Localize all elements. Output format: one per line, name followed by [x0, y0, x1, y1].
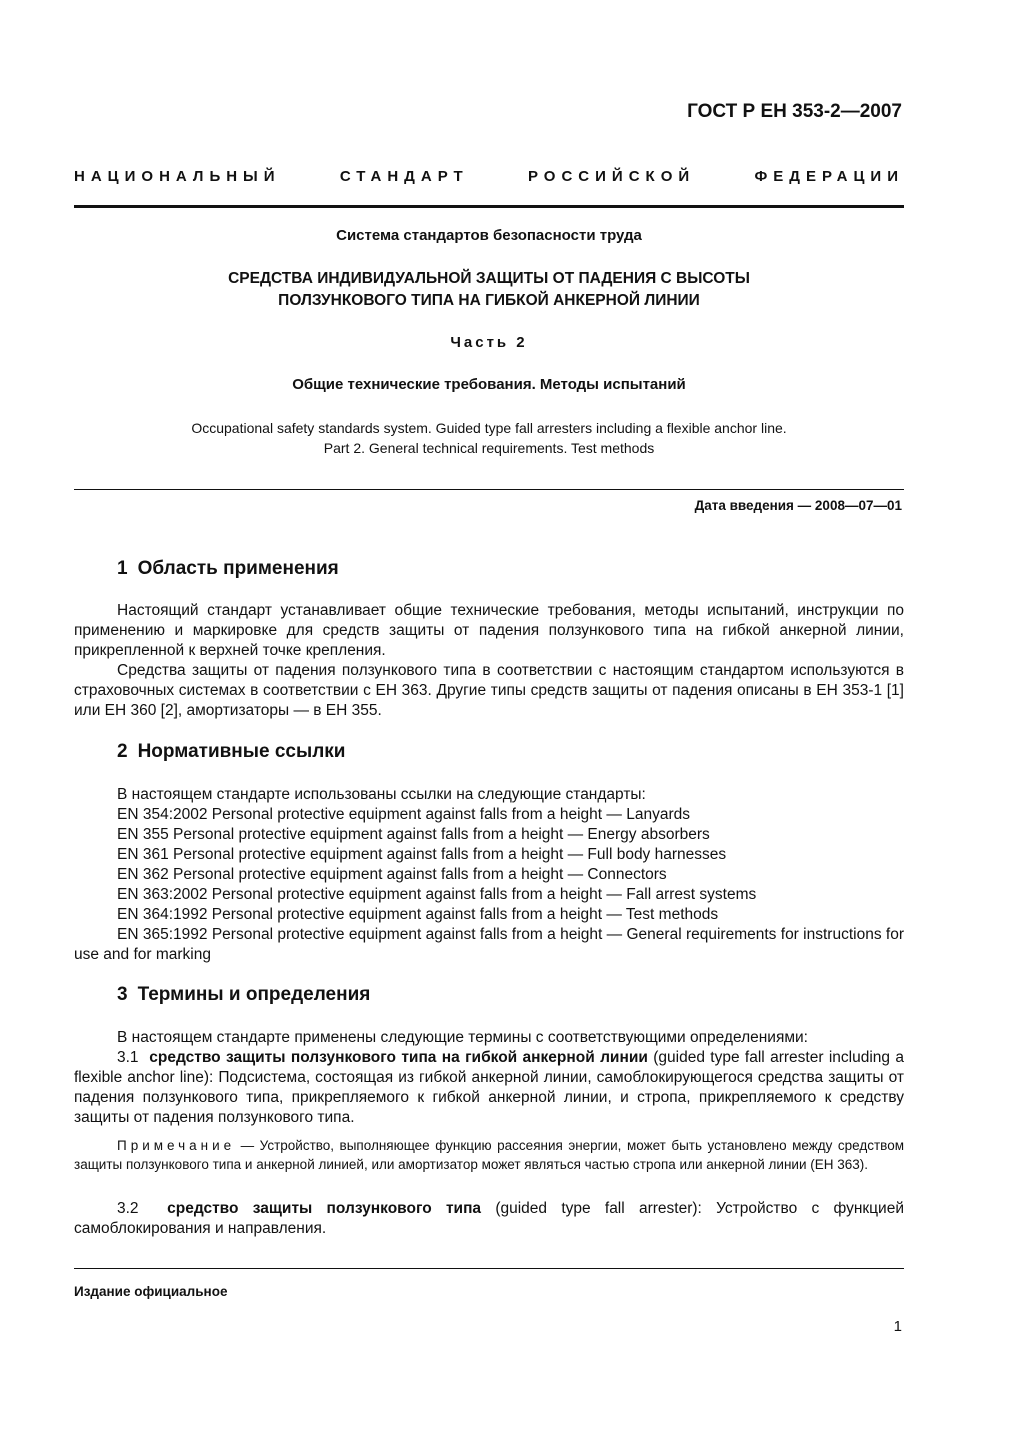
section-heading — [117, 741, 345, 763]
definition: (guided type fall arrester including a flexible anchor line): Подсистема, состоящая из гибкой анкерной линии, самоблокирующегося средства защиты от падения ползункового типа, прикрепляемого к гибкой анкерной линии, и стропа, прикрепляемого к средству защиты от падения ползункового типа. — [74, 1049, 904, 1126]
section-number: 3 — [117, 984, 128, 1005]
heading-word: РОССИЙСКОЙ — [528, 168, 696, 185]
term-number: 3.2 — [117, 1200, 139, 1217]
section-title: Нормативные ссылки — [137, 741, 346, 762]
term-definition — [74, 1048, 904, 1128]
note-label: Примечание — [117, 1138, 236, 1153]
reference-item: EN 362 Personal protective equipment against falls from a height — Connectors — [117, 866, 667, 883]
paragraph: В настоящем стандарте применены следующие термины с соответствующими определениями: — [117, 1029, 808, 1046]
english-title — [74, 418, 904, 458]
title-rule — [74, 489, 904, 490]
reference-item: EN 355 Personal protective equipment against falls from a height — Energy absorbers — [117, 826, 710, 843]
english-title-line: Occupational safety standards system. Guided type fall arresters including a flexible anchor line. — [191, 420, 787, 436]
document-title — [74, 268, 904, 312]
paragraph: В настоящем стандарте использованы ссылки на следующие стандарты: — [117, 786, 646, 803]
term: средство защиты ползункового типа на гибкой анкерной линии — [149, 1049, 648, 1066]
heading-word: НАЦИОНАЛЬНЫЙ — [74, 168, 281, 185]
heading-word: СТАНДАРТ — [339, 168, 469, 185]
title-line: СРЕДСТВА ИНДИВИДУАЛЬНОЙ ЗАЩИТЫ ОТ ПАДЕНИЯ С ВЫСОТЫ — [228, 270, 750, 287]
heading-word: ФЕДЕРАЦИИ — [754, 168, 904, 185]
references-list — [74, 785, 904, 965]
note-text: — Устройство, выполняющее функцию рассеяния энергии, может быть установлено между средством защиты ползункового типа и анкерной линией, или амортизатор может являться частью стропа или анкерной линии (ЕН 363). — [74, 1138, 904, 1172]
edition-label: Издание официальное — [74, 1284, 228, 1299]
term-number: 3.1 — [117, 1049, 139, 1066]
header-rule — [74, 205, 904, 208]
standard-code: ГОСТ Р ЕН 353-2—2007 — [687, 101, 902, 122]
definition: (guided type fall arrester): Устройство с функцией самоблокирования и направления. — [74, 1200, 904, 1237]
reference-item: EN 361 Personal protective equipment against falls from a height — Full body harnesses — [117, 846, 727, 863]
section-heading — [117, 558, 339, 580]
section-heading — [117, 984, 370, 1006]
term: средство защиты ползункового типа — [167, 1200, 482, 1217]
reference-item: EN 354:2002 Personal protective equipment against falls from a height — Lanyards — [117, 806, 690, 823]
section-number: 2 — [117, 741, 128, 762]
note — [74, 1136, 904, 1174]
page-number: 1 — [893, 1318, 902, 1335]
section-body — [74, 601, 904, 721]
paragraph: Настоящий стандарт устанавливает общие технические требования, методы испытаний, инструкции по применению и маркировке для средств защиты от падения ползункового типа на гибкой анкерной линии, прикрепленной к верхней точке крепления. — [74, 602, 904, 659]
section-title: Термины и определения — [137, 984, 371, 1005]
document-subtitle: Общие технические требования. Методы испытаний — [292, 376, 686, 393]
paragraph: Средства защиты от падения ползункового типа в соответствии с настоящим стандартом используются в страховочных системах в соответствии с ЕН 363. Другие типы средств защиты от падения описаны в ЕН 353-1 [1] или ЕН 360 [2], амортизаторы — в ЕН 355. — [74, 662, 904, 719]
term-definition — [74, 1199, 904, 1239]
series-title: Система стандартов безопасности труда — [336, 227, 642, 244]
introduction-date: Дата введения — 2008—07—01 — [694, 498, 902, 513]
english-title-line: Part 2. General technical requirements. Test methods — [323, 440, 655, 456]
section-title: Область применения — [137, 558, 339, 579]
section-body — [74, 1028, 904, 1128]
section-body — [74, 1199, 904, 1239]
section-number: 1 — [117, 558, 128, 579]
part-label: Часть 2 — [450, 334, 528, 351]
national-standard-heading — [74, 168, 904, 185]
footer-rule — [74, 1268, 904, 1269]
reference-item: EN 365:1992 Personal protective equipment against falls from a height — General requirements for instructions for use and for marking — [74, 926, 904, 963]
reference-item: EN 364:1992 Personal protective equipment against falls from a height — Test methods — [117, 906, 719, 923]
title-line: ПОЛЗУНКОВОГО ТИПА НА ГИБКОЙ АНКЕРНОЙ ЛИНИИ — [278, 292, 700, 309]
reference-item: EN 363:2002 Personal protective equipment against falls from a height — Fall arrest systems — [117, 886, 757, 903]
